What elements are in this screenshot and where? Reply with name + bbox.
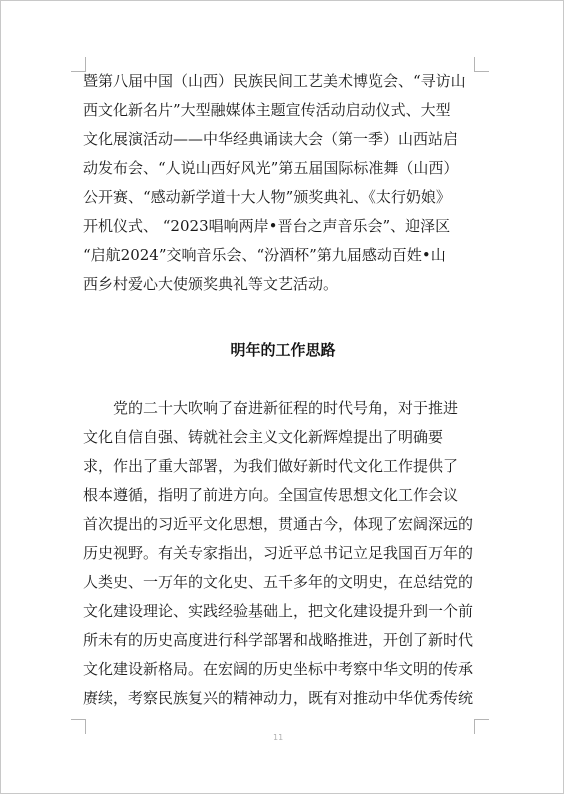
text-line: 公开赛、“感动新学道十大人物”颁奖典礼、《太行奶娘》 (83, 188, 451, 206)
text-line: 人类史、一万年的文化史、五千多年的文明史，在总结党的 (83, 573, 474, 591)
text-line: “启航2024”交响音乐会、“汾酒杯”第九届感动百姓•山 (83, 246, 446, 264)
margin-corner-mark-bottom-left (71, 719, 86, 734)
text-line: 动发布会、“人说山西好风光”第五届国际标准舞（山西） (83, 159, 459, 177)
text-line: 求，作出了重大部署，为我们做好新时代文化工作提供了 (83, 457, 459, 475)
text-line: 所未有的历史高度进行科学部署和战略推进，开创了新时代 (83, 631, 474, 649)
section-heading: 明年的工作思路 (230, 341, 336, 359)
text-line: 文化展演活动——中华经典诵读大会（第一季）山西站启 (83, 130, 459, 148)
text-line: 党的二十大吹响了奋进新征程的时代号角，对于推进 (83, 399, 459, 417)
text-line: 暨第八届中国（山西）民族民间工艺美术博览会、“寻访山 (83, 72, 466, 90)
text-line: 赓续，考察民族复兴的精神动力，既有对推动中华优秀传统 (83, 689, 474, 707)
text-line: 文化建设理论、实践经验基础上，把文化建设提升到一个前 (83, 602, 474, 620)
text-line: 根本遵循，指明了前进方向。全国宣传思想文化工作会议 (83, 486, 459, 504)
text-line: 西乡村爱心大使颁奖典礼等文艺活动。 (83, 275, 339, 293)
text-line: 历史视野。有关专家指出，习近平总书记立足我国百万年的 (83, 544, 474, 562)
text-line: 开机仪式、 “2023唱响两岸•晋台之声音乐会”、迎泽区 (83, 217, 451, 235)
margin-corner-mark-bottom-right (474, 719, 489, 734)
page-number: 11 (273, 733, 284, 742)
text-line: 文化建设新格局。在宏阔的历史坐标中考察中华文明的传承 (83, 660, 474, 678)
text-line: 首次提出的习近平文化思想，贯通古今，体现了宏阔深远的 (83, 515, 474, 533)
text-line: 文化自信自强、铸就社会主义文化新辉煌提出了明确要 (83, 428, 444, 446)
text-line: 西文化新名片”大型融媒体主题宣传活动启动仪式、大型 (83, 101, 451, 119)
